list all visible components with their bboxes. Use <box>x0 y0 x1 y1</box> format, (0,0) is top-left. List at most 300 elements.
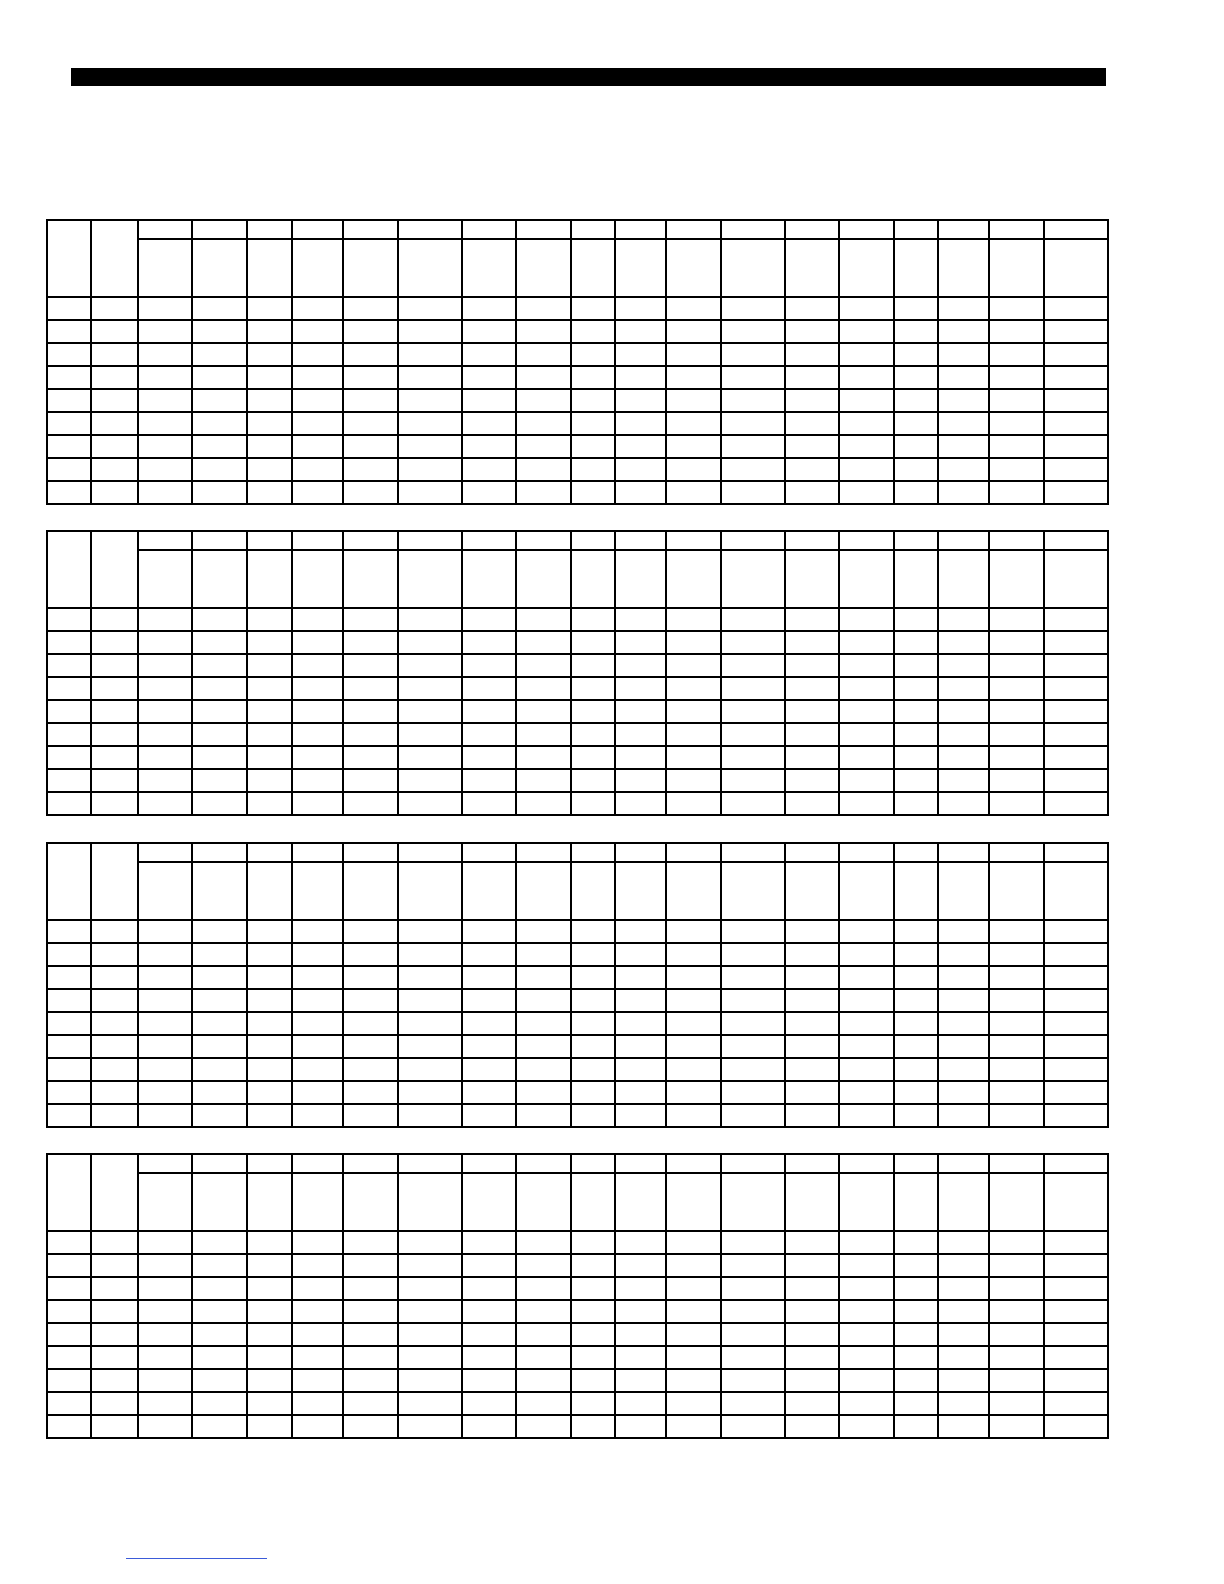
data-cell[interactable] <box>894 1012 938 1035</box>
data-cell[interactable] <box>516 723 571 746</box>
data-cell[interactable] <box>615 746 666 769</box>
data-cell[interactable] <box>938 1012 989 1035</box>
column-header-cell[interactable] <box>192 862 247 920</box>
data-cell[interactable] <box>91 343 138 366</box>
data-cell[interactable] <box>91 1012 138 1035</box>
row-header-cell[interactable] <box>47 531 91 608</box>
data-cell[interactable] <box>721 989 785 1012</box>
data-cell[interactable] <box>615 458 666 481</box>
data-cell[interactable] <box>989 412 1044 435</box>
column-header-cell[interactable] <box>666 550 721 608</box>
data-cell[interactable] <box>938 1035 989 1058</box>
data-cell[interactable] <box>1044 1058 1108 1081</box>
data-cell[interactable] <box>247 1392 292 1415</box>
data-cell[interactable] <box>343 677 398 700</box>
data-cell[interactable] <box>398 1392 462 1415</box>
data-cell[interactable] <box>192 966 247 989</box>
data-cell[interactable] <box>1044 723 1108 746</box>
column-header-cell[interactable] <box>1044 239 1108 297</box>
data-cell[interactable] <box>47 677 91 700</box>
data-cell[interactable] <box>138 631 192 654</box>
data-cell[interactable] <box>247 700 292 723</box>
data-cell[interactable] <box>516 1058 571 1081</box>
data-cell[interactable] <box>615 389 666 412</box>
data-cell[interactable] <box>516 1369 571 1392</box>
data-cell[interactable] <box>938 631 989 654</box>
data-cell[interactable] <box>938 1277 989 1300</box>
data-cell[interactable] <box>938 608 989 631</box>
data-cell[interactable] <box>516 654 571 677</box>
column-header-cell[interactable] <box>721 550 785 608</box>
data-cell[interactable] <box>894 769 938 792</box>
data-cell[interactable] <box>1044 366 1108 389</box>
data-cell[interactable] <box>247 1012 292 1035</box>
sub-header-cell[interactable] <box>462 220 516 239</box>
data-cell[interactable] <box>247 1058 292 1081</box>
column-header-cell[interactable] <box>785 1173 839 1231</box>
data-cell[interactable] <box>47 920 91 943</box>
data-cell[interactable] <box>247 1369 292 1392</box>
data-cell[interactable] <box>894 723 938 746</box>
data-cell[interactable] <box>571 1254 615 1277</box>
data-cell[interactable] <box>91 608 138 631</box>
data-cell[interactable] <box>398 746 462 769</box>
data-cell[interactable] <box>839 700 894 723</box>
data-cell[interactable] <box>894 481 938 504</box>
data-cell[interactable] <box>292 1277 343 1300</box>
column-header-cell[interactable] <box>989 862 1044 920</box>
data-cell[interactable] <box>839 412 894 435</box>
data-cell[interactable] <box>47 343 91 366</box>
data-cell[interactable] <box>839 943 894 966</box>
data-cell[interactable] <box>666 608 721 631</box>
data-cell[interactable] <box>398 1346 462 1369</box>
sub-header-cell[interactable] <box>721 220 785 239</box>
data-cell[interactable] <box>894 1035 938 1058</box>
data-cell[interactable] <box>894 1392 938 1415</box>
data-cell[interactable] <box>192 1323 247 1346</box>
data-cell[interactable] <box>516 412 571 435</box>
data-cell[interactable] <box>894 677 938 700</box>
data-cell[interactable] <box>666 412 721 435</box>
data-cell[interactable] <box>615 700 666 723</box>
data-cell[interactable] <box>615 608 666 631</box>
data-cell[interactable] <box>292 1392 343 1415</box>
data-cell[interactable] <box>292 1035 343 1058</box>
data-cell[interactable] <box>785 343 839 366</box>
data-cell[interactable] <box>398 700 462 723</box>
data-cell[interactable] <box>91 481 138 504</box>
sub-header-cell[interactable] <box>894 531 938 550</box>
data-cell[interactable] <box>398 920 462 943</box>
data-cell[interactable] <box>91 1081 138 1104</box>
sub-header-cell[interactable] <box>292 1154 343 1173</box>
data-cell[interactable] <box>839 297 894 320</box>
data-cell[interactable] <box>615 943 666 966</box>
data-cell[interactable] <box>785 297 839 320</box>
data-cell[interactable] <box>192 297 247 320</box>
column-header-cell[interactable] <box>615 862 666 920</box>
data-cell[interactable] <box>666 746 721 769</box>
sub-header-cell[interactable] <box>989 843 1044 862</box>
data-cell[interactable] <box>571 481 615 504</box>
column-header-cell[interactable] <box>343 239 398 297</box>
data-cell[interactable] <box>571 989 615 1012</box>
data-cell[interactable] <box>47 943 91 966</box>
data-cell[interactable] <box>192 1081 247 1104</box>
column-header-cell[interactable] <box>839 862 894 920</box>
data-cell[interactable] <box>91 920 138 943</box>
data-cell[interactable] <box>398 1231 462 1254</box>
sub-header-cell[interactable] <box>462 843 516 862</box>
data-cell[interactable] <box>721 320 785 343</box>
sub-header-cell[interactable] <box>615 843 666 862</box>
data-cell[interactable] <box>292 631 343 654</box>
data-cell[interactable] <box>192 769 247 792</box>
data-cell[interactable] <box>1044 966 1108 989</box>
data-cell[interactable] <box>292 1231 343 1254</box>
data-cell[interactable] <box>894 320 938 343</box>
data-cell[interactable] <box>721 389 785 412</box>
data-cell[interactable] <box>138 1392 192 1415</box>
data-cell[interactable] <box>989 1035 1044 1058</box>
data-cell[interactable] <box>989 792 1044 815</box>
data-cell[interactable] <box>516 1346 571 1369</box>
sub-header-cell[interactable] <box>615 531 666 550</box>
data-cell[interactable] <box>247 1231 292 1254</box>
data-cell[interactable] <box>938 1323 989 1346</box>
data-cell[interactable] <box>292 943 343 966</box>
column-header-cell[interactable] <box>989 1173 1044 1231</box>
column-header-cell[interactable] <box>894 1173 938 1231</box>
data-cell[interactable] <box>47 769 91 792</box>
data-cell[interactable] <box>247 320 292 343</box>
data-cell[interactable] <box>721 297 785 320</box>
data-cell[interactable] <box>462 1231 516 1254</box>
data-cell[interactable] <box>894 1231 938 1254</box>
data-cell[interactable] <box>615 1254 666 1277</box>
data-cell[interactable] <box>343 366 398 389</box>
data-cell[interactable] <box>247 654 292 677</box>
data-cell[interactable] <box>292 1012 343 1035</box>
data-cell[interactable] <box>292 1300 343 1323</box>
sub-header-cell[interactable] <box>785 843 839 862</box>
column-header-cell[interactable] <box>292 1173 343 1231</box>
data-cell[interactable] <box>516 1035 571 1058</box>
sub-header-cell[interactable] <box>516 531 571 550</box>
data-cell[interactable] <box>839 746 894 769</box>
sub-header-cell[interactable] <box>398 843 462 862</box>
column-header-cell[interactable] <box>138 862 192 920</box>
data-cell[interactable] <box>138 1035 192 1058</box>
data-cell[interactable] <box>462 608 516 631</box>
data-cell[interactable] <box>938 297 989 320</box>
data-cell[interactable] <box>192 481 247 504</box>
data-cell[interactable] <box>47 366 91 389</box>
row-header-cell[interactable] <box>91 220 138 297</box>
data-cell[interactable] <box>462 1415 516 1438</box>
column-header-cell[interactable] <box>398 550 462 608</box>
data-cell[interactable] <box>138 320 192 343</box>
data-cell[interactable] <box>91 1231 138 1254</box>
data-cell[interactable] <box>938 320 989 343</box>
data-cell[interactable] <box>571 389 615 412</box>
data-cell[interactable] <box>462 481 516 504</box>
data-cell[interactable] <box>721 654 785 677</box>
data-cell[interactable] <box>462 458 516 481</box>
data-cell[interactable] <box>247 1035 292 1058</box>
data-cell[interactable] <box>343 1323 398 1346</box>
data-cell[interactable] <box>615 1392 666 1415</box>
data-cell[interactable] <box>615 366 666 389</box>
data-cell[interactable] <box>91 1415 138 1438</box>
data-cell[interactable] <box>666 320 721 343</box>
sub-header-cell[interactable] <box>785 220 839 239</box>
data-cell[interactable] <box>343 746 398 769</box>
data-cell[interactable] <box>571 320 615 343</box>
data-cell[interactable] <box>192 920 247 943</box>
data-cell[interactable] <box>247 297 292 320</box>
data-cell[interactable] <box>894 746 938 769</box>
data-cell[interactable] <box>462 435 516 458</box>
data-cell[interactable] <box>138 723 192 746</box>
sub-header-cell[interactable] <box>721 1154 785 1173</box>
data-cell[interactable] <box>292 989 343 1012</box>
data-cell[interactable] <box>192 700 247 723</box>
column-header-cell[interactable] <box>894 550 938 608</box>
data-cell[interactable] <box>938 1058 989 1081</box>
data-cell[interactable] <box>785 458 839 481</box>
data-cell[interactable] <box>192 1392 247 1415</box>
data-cell[interactable] <box>398 1012 462 1035</box>
data-cell[interactable] <box>292 1081 343 1104</box>
data-cell[interactable] <box>785 943 839 966</box>
data-cell[interactable] <box>894 297 938 320</box>
data-cell[interactable] <box>47 746 91 769</box>
data-cell[interactable] <box>47 320 91 343</box>
data-cell[interactable] <box>721 1415 785 1438</box>
data-cell[interactable] <box>938 792 989 815</box>
data-cell[interactable] <box>292 723 343 746</box>
data-cell[interactable] <box>516 1012 571 1035</box>
data-cell[interactable] <box>571 1104 615 1127</box>
sub-header-cell[interactable] <box>666 1154 721 1173</box>
sub-header-cell[interactable] <box>989 220 1044 239</box>
sub-header-cell[interactable] <box>462 531 516 550</box>
column-header-cell[interactable] <box>721 239 785 297</box>
data-cell[interactable] <box>666 1369 721 1392</box>
data-cell[interactable] <box>666 723 721 746</box>
column-header-cell[interactable] <box>571 1173 615 1231</box>
data-cell[interactable] <box>192 723 247 746</box>
data-cell[interactable] <box>666 1300 721 1323</box>
data-cell[interactable] <box>138 435 192 458</box>
data-cell[interactable] <box>192 366 247 389</box>
data-cell[interactable] <box>292 700 343 723</box>
data-cell[interactable] <box>1044 1081 1108 1104</box>
data-cell[interactable] <box>343 1300 398 1323</box>
data-cell[interactable] <box>1044 1300 1108 1323</box>
data-cell[interactable] <box>247 631 292 654</box>
data-cell[interactable] <box>615 989 666 1012</box>
data-cell[interactable] <box>721 343 785 366</box>
data-cell[interactable] <box>192 1104 247 1127</box>
data-cell[interactable] <box>666 769 721 792</box>
data-cell[interactable] <box>839 1231 894 1254</box>
data-cell[interactable] <box>989 389 1044 412</box>
data-cell[interactable] <box>571 1035 615 1058</box>
data-cell[interactable] <box>47 1346 91 1369</box>
data-cell[interactable] <box>666 792 721 815</box>
data-cell[interactable] <box>1044 631 1108 654</box>
data-cell[interactable] <box>1044 1415 1108 1438</box>
data-cell[interactable] <box>938 1231 989 1254</box>
data-cell[interactable] <box>894 458 938 481</box>
data-cell[interactable] <box>721 435 785 458</box>
data-cell[interactable] <box>989 769 1044 792</box>
data-cell[interactable] <box>666 1277 721 1300</box>
data-cell[interactable] <box>989 435 1044 458</box>
data-cell[interactable] <box>247 389 292 412</box>
data-cell[interactable] <box>47 435 91 458</box>
data-cell[interactable] <box>839 1392 894 1415</box>
data-cell[interactable] <box>462 700 516 723</box>
data-cell[interactable] <box>516 1104 571 1127</box>
data-cell[interactable] <box>938 389 989 412</box>
data-cell[interactable] <box>47 792 91 815</box>
data-cell[interactable] <box>894 1415 938 1438</box>
data-cell[interactable] <box>938 1081 989 1104</box>
data-cell[interactable] <box>462 1277 516 1300</box>
data-cell[interactable] <box>516 1231 571 1254</box>
data-cell[interactable] <box>989 700 1044 723</box>
column-header-cell[interactable] <box>785 862 839 920</box>
data-cell[interactable] <box>938 920 989 943</box>
data-cell[interactable] <box>785 1254 839 1277</box>
data-cell[interactable] <box>343 1254 398 1277</box>
column-header-cell[interactable] <box>516 239 571 297</box>
data-cell[interactable] <box>615 1300 666 1323</box>
data-cell[interactable] <box>138 481 192 504</box>
column-header-cell[interactable] <box>398 239 462 297</box>
data-cell[interactable] <box>47 1081 91 1104</box>
data-cell[interactable] <box>989 1346 1044 1369</box>
data-cell[interactable] <box>398 481 462 504</box>
data-cell[interactable] <box>894 792 938 815</box>
data-cell[interactable] <box>398 1300 462 1323</box>
data-cell[interactable] <box>192 389 247 412</box>
data-cell[interactable] <box>47 412 91 435</box>
data-cell[interactable] <box>938 1346 989 1369</box>
data-cell[interactable] <box>785 746 839 769</box>
data-cell[interactable] <box>247 1104 292 1127</box>
sub-header-cell[interactable] <box>938 220 989 239</box>
data-cell[interactable] <box>785 989 839 1012</box>
data-cell[interactable] <box>785 412 839 435</box>
data-cell[interactable] <box>462 920 516 943</box>
data-cell[interactable] <box>462 1254 516 1277</box>
data-cell[interactable] <box>721 1392 785 1415</box>
data-cell[interactable] <box>292 792 343 815</box>
data-cell[interactable] <box>571 631 615 654</box>
data-cell[interactable] <box>938 1104 989 1127</box>
sub-header-cell[interactable] <box>989 531 1044 550</box>
data-cell[interactable] <box>91 1254 138 1277</box>
data-cell[interactable] <box>785 1104 839 1127</box>
sub-header-cell[interactable] <box>839 843 894 862</box>
data-cell[interactable] <box>785 366 839 389</box>
data-cell[interactable] <box>343 631 398 654</box>
sub-header-cell[interactable] <box>516 1154 571 1173</box>
data-cell[interactable] <box>292 389 343 412</box>
data-cell[interactable] <box>516 746 571 769</box>
data-cell[interactable] <box>938 1392 989 1415</box>
data-cell[interactable] <box>1044 943 1108 966</box>
data-cell[interactable] <box>1044 746 1108 769</box>
data-cell[interactable] <box>47 700 91 723</box>
data-cell[interactable] <box>343 1277 398 1300</box>
data-cell[interactable] <box>938 746 989 769</box>
data-cell[interactable] <box>989 989 1044 1012</box>
data-cell[interactable] <box>721 1323 785 1346</box>
data-cell[interactable] <box>462 320 516 343</box>
data-cell[interactable] <box>91 1392 138 1415</box>
data-cell[interactable] <box>462 989 516 1012</box>
data-cell[interactable] <box>247 677 292 700</box>
data-cell[interactable] <box>192 608 247 631</box>
data-cell[interactable] <box>571 1415 615 1438</box>
data-cell[interactable] <box>721 1346 785 1369</box>
data-cell[interactable] <box>721 1012 785 1035</box>
column-header-cell[interactable] <box>247 1173 292 1231</box>
data-cell[interactable] <box>721 458 785 481</box>
data-cell[interactable] <box>1044 989 1108 1012</box>
data-cell[interactable] <box>721 1104 785 1127</box>
data-cell[interactable] <box>571 1323 615 1346</box>
data-cell[interactable] <box>571 769 615 792</box>
sub-header-cell[interactable] <box>247 1154 292 1173</box>
data-cell[interactable] <box>615 1081 666 1104</box>
sub-header-cell[interactable] <box>398 531 462 550</box>
column-header-cell[interactable] <box>571 550 615 608</box>
data-cell[interactable] <box>989 1231 1044 1254</box>
sub-header-cell[interactable] <box>292 220 343 239</box>
sub-header-cell[interactable] <box>138 1154 192 1173</box>
data-cell[interactable] <box>938 943 989 966</box>
data-cell[interactable] <box>462 1300 516 1323</box>
sub-header-cell[interactable] <box>343 220 398 239</box>
data-cell[interactable] <box>571 966 615 989</box>
data-cell[interactable] <box>192 458 247 481</box>
data-cell[interactable] <box>989 1392 1044 1415</box>
data-cell[interactable] <box>343 1081 398 1104</box>
data-cell[interactable] <box>462 723 516 746</box>
data-cell[interactable] <box>894 989 938 1012</box>
data-cell[interactable] <box>462 1012 516 1035</box>
column-header-cell[interactable] <box>192 239 247 297</box>
data-cell[interactable] <box>615 412 666 435</box>
data-cell[interactable] <box>138 1231 192 1254</box>
data-cell[interactable] <box>894 1104 938 1127</box>
data-cell[interactable] <box>462 769 516 792</box>
data-cell[interactable] <box>398 1081 462 1104</box>
data-cell[interactable] <box>721 366 785 389</box>
sub-header-cell[interactable] <box>1044 843 1108 862</box>
data-cell[interactable] <box>47 481 91 504</box>
column-header-cell[interactable] <box>839 1173 894 1231</box>
data-cell[interactable] <box>666 1323 721 1346</box>
data-cell[interactable] <box>571 1081 615 1104</box>
